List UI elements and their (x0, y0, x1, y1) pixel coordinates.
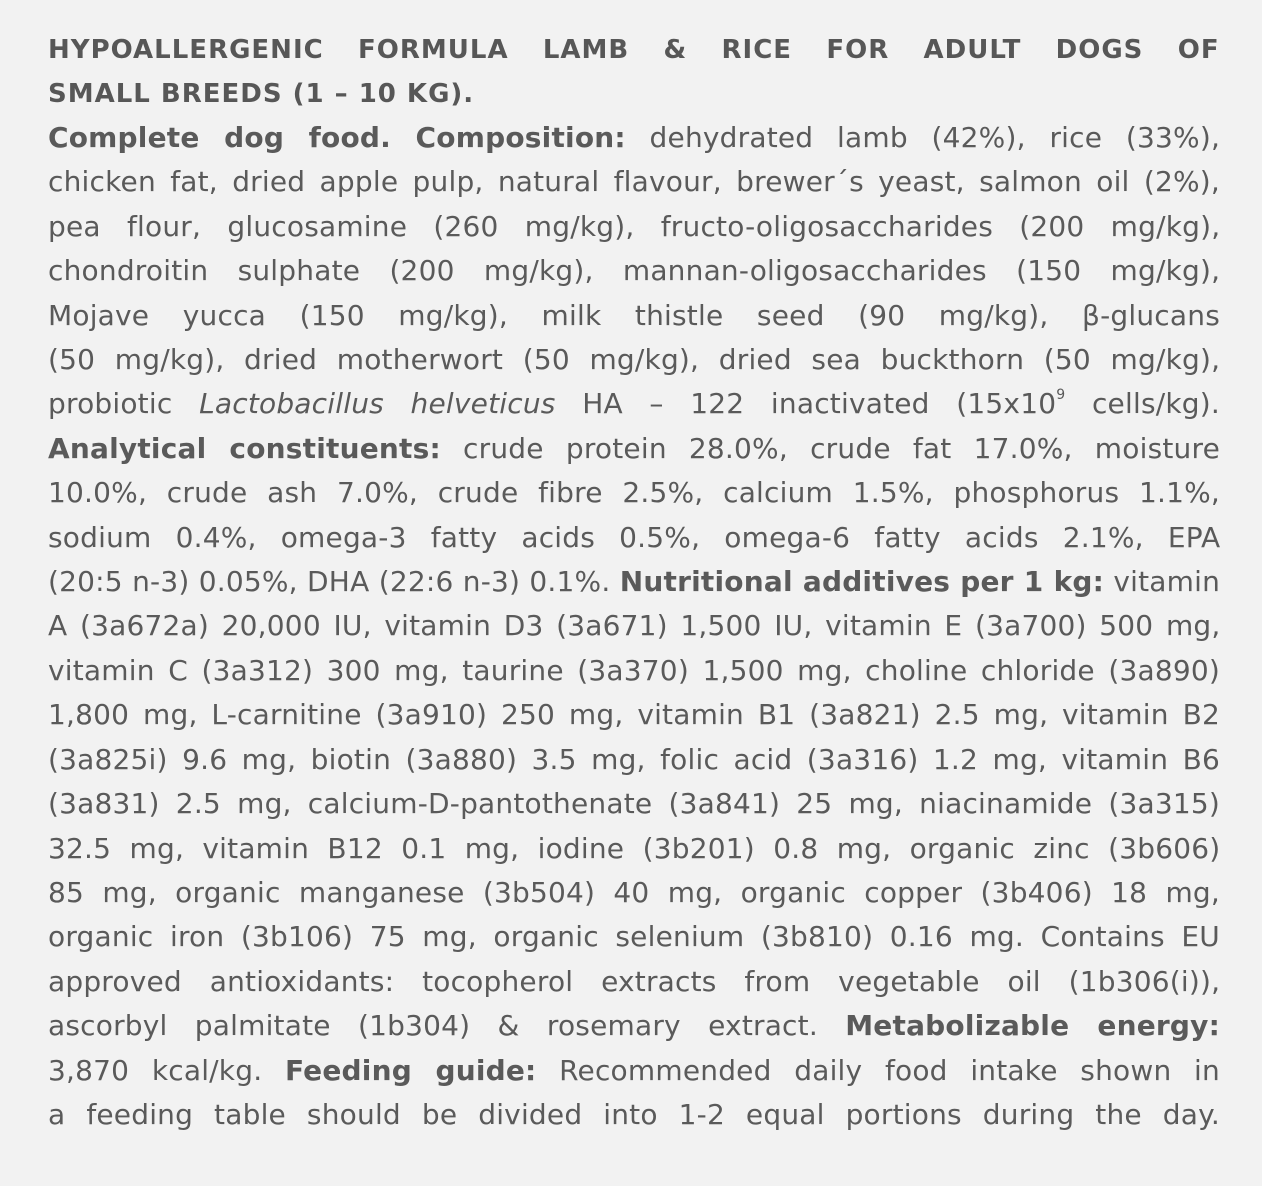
text-segment: 3,870 kcal/kg. (48, 1053, 285, 1087)
text-segment: crude protein 28.0%, crude fat 17.0%, moisture (440, 431, 1221, 465)
text-line: 32.5 mg, vitamin B12 0.1 mg, iodine (3b201) 0.8 mg, organic zinc (3b606) (48, 831, 1221, 865)
heading-line: SMALL BREEDS (1 – 10 KG). (48, 79, 475, 109)
exponent: 9 (1056, 387, 1066, 404)
text-line: (3a831) 2.5 mg, calcium-D-pantothenate (3a841) 25 mg, niacinamide (3a315) (48, 787, 1220, 821)
product-label (48, 28, 1220, 1137)
text-line (48, 560, 1220, 604)
energy-label: Metabolizable energy: (845, 1009, 1221, 1043)
product-heading (48, 28, 1220, 116)
text-line (48, 116, 1220, 160)
text-segment: HA – 122 inactivated (15x10 (555, 387, 1057, 421)
text-line: (3a825i) 9.6 mg, biotin (3a880) 3.5 mg, folic acid (3a316) 1.2 mg, vitamin B6 (48, 742, 1220, 776)
text-line: a feeding table should be divided into 1-2 equal portions during the day. (48, 1097, 1220, 1131)
composition-text (48, 116, 1220, 1137)
text-line (48, 1049, 1220, 1093)
text-line: (50 mg/kg), dried motherwort (50 mg/kg), dried sea buckthorn (50 mg/kg), (48, 343, 1221, 377)
additives-label: Nutritional additives per 1 kg: (619, 565, 1105, 599)
text-segment: vitamin (1104, 565, 1221, 599)
text-line: Mojave yucca (150 mg/kg), milk thistle seed (90 mg/kg), β-glucans (48, 298, 1220, 332)
text-line (48, 427, 1220, 471)
text-line: sodium 0.4%, omega-3 fatty acids 0.5%, omega-6 fatty acids 2.1%, EPA (48, 520, 1221, 554)
text-line: A (3a672a) 20,000 IU, vitamin D3 (3a671) 1,500 IU, vitamin E (3a700) 500 mg, (48, 609, 1221, 643)
analytical-label: Analytical constituents: (48, 431, 441, 465)
text-segment: dehydrated lamb (42%), rice (33%), (625, 121, 1221, 154)
text-line: chicken fat, dried apple pulp, natural flavour, brewer´s yeast, salmon oil (2%), (48, 165, 1220, 199)
text-line: chondroitin sulphate (200 mg/kg), mannan-oligosaccharides (150 mg/kg), (48, 254, 1221, 288)
text-line (48, 382, 1220, 426)
feeding-guide-label: Feeding guide: (284, 1053, 537, 1087)
text-line: 1,800 mg, L-carnitine (3a910) 250 mg, vitamin B1 (3a821) 2.5 mg, vitamin B2 (48, 698, 1220, 732)
text-line: pea flour, glucosamine (260 mg/kg), fructo-oligosaccharides (200 mg/kg), (48, 209, 1221, 243)
text-line: organic iron (3b106) 75 mg, organic selenium (3b810) 0.16 mg. Contains EU (48, 920, 1220, 954)
text-segment: (20:5 n-3) 0.05%, DHA (22:6 n-3) 0.1%. (48, 565, 620, 599)
text-line: 85 mg, organic manganese (3b504) 40 mg, organic copper (3b406) 18 mg, (48, 875, 1220, 909)
text-line: vitamin C (3a312) 300 mg, taurine (3a370) 1,500 mg, choline chloride (3a890) (48, 653, 1220, 687)
heading-line: HYPOALLERGENIC FORMULA LAMB & RICE FOR ADULT DOGS OF (48, 35, 1220, 65)
text-segment: cells/kg). (1065, 387, 1220, 421)
text-segment: probiotic (48, 387, 200, 421)
species-name: Lactobacillus helveticus (199, 387, 556, 421)
text-line: 10.0%, crude ash 7.0%, crude fibre 2.5%, calcium 1.5%, phosphorus 1.1%, (48, 476, 1220, 510)
composition-label: Complete dog food. Composition: (48, 121, 626, 154)
text-line: approved antioxidants: tocopherol extracts from vegetable oil (1b306(i)), (48, 964, 1221, 998)
text-segment: Recommended daily food intake shown in (536, 1053, 1220, 1087)
text-line (48, 1004, 1220, 1048)
text-segment: ascorbyl palmitate (1b304) & rosemary extract. (48, 1009, 846, 1043)
